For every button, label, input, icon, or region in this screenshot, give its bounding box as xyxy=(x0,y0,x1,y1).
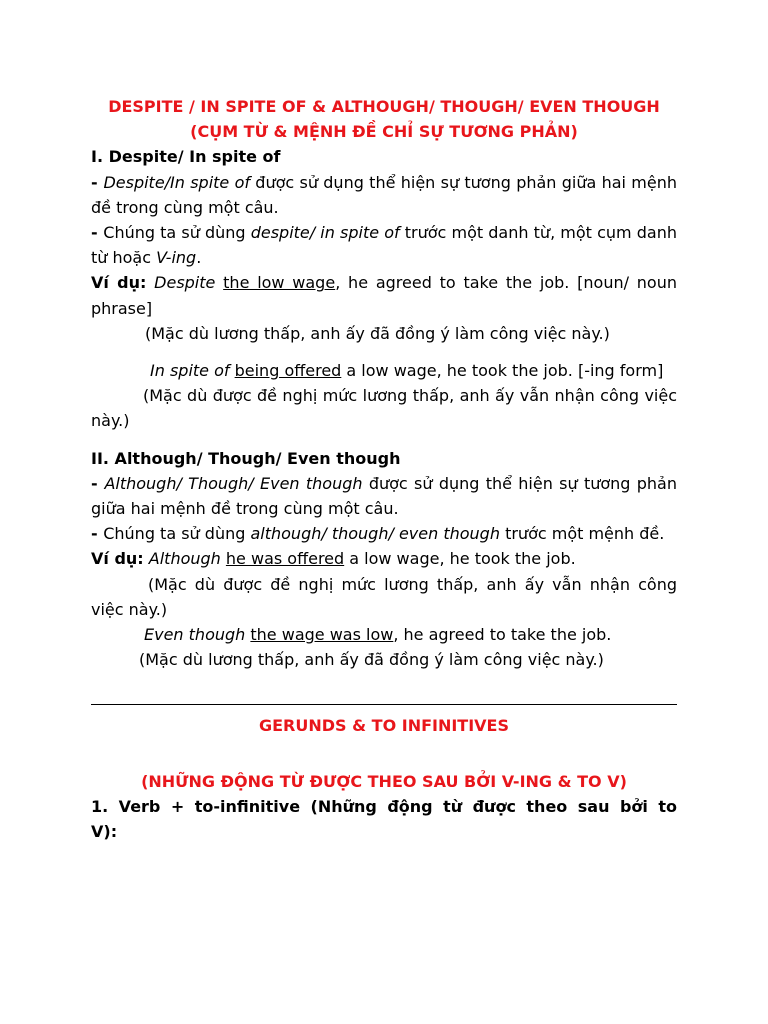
section2-bullet2 xyxy=(91,521,677,546)
section1-translation2: (Mặc dù được đề nghị mức lương thấp, anh ấy vẫn nhận công việc này.) xyxy=(91,386,677,431)
text: , he agreed to take the job. xyxy=(393,625,612,645)
dash: - xyxy=(91,473,105,493)
doc-title-line1: DESPITE / IN SPITE OF & ALTHOUGH/ THOUGH/ EVEN THOUGH xyxy=(108,97,660,116)
text: . xyxy=(196,248,202,268)
text: được sử dụng thể hiện sự tương phản giữa hai mệnh đề trong cùng một câu. xyxy=(91,473,677,519)
section1-bullet1 xyxy=(91,170,677,220)
dash: - xyxy=(91,172,104,192)
section2-example2 xyxy=(91,622,677,647)
text: Chúng ta sử dùng xyxy=(103,524,251,544)
underlined-text: the wage was low xyxy=(250,625,394,645)
text: trước một danh từ, một cụm danh từ hoặc xyxy=(91,223,677,268)
em-text: Although/ Though/ Even though xyxy=(104,473,363,493)
em-text: although/ though/ even though xyxy=(250,524,500,544)
text: a low wage, he took the job. xyxy=(344,549,576,569)
underlined-text: being offered xyxy=(234,361,342,381)
section1-bullet2 xyxy=(91,220,677,270)
section2-translation2: (Mặc dù lương thấp, anh ấy đã đồng ý làm công việc này.) xyxy=(139,650,604,670)
section2-heading: II. Although/ Though/ Even though xyxy=(91,448,401,468)
section1-heading: I. Despite/ In spite of xyxy=(91,147,281,167)
section1-example2 xyxy=(91,358,677,383)
em-text: Despite xyxy=(146,273,216,293)
space xyxy=(215,273,223,292)
text: , he agreed to take the job. [noun/ noun phrase] xyxy=(91,273,677,318)
em-text: In spite of xyxy=(150,361,230,381)
dash: - xyxy=(91,223,104,243)
em-text: despite/ in spite of xyxy=(250,223,400,243)
em-text: Even though xyxy=(144,625,246,645)
divider-line xyxy=(91,704,677,705)
verb-to-infinitive-heading-line1: 1. Verb + to-infinitive (Những động từ được theo sau bởi to xyxy=(91,796,677,816)
underlined-text: the low wage xyxy=(223,273,336,293)
example-label: Ví dụ: xyxy=(91,549,144,569)
section1-translation1: (Mặc dù lương thấp, anh ấy đã đồng ý làm công việc này.) xyxy=(145,323,610,343)
section2-example1 xyxy=(91,546,677,571)
text: được sử dụng thể hiện sự tương phản giữa hai mệnh đề trong cùng một câu. xyxy=(91,172,677,217)
text: a low wage, he took the job. [-ing form] xyxy=(341,361,664,381)
section1-example1 xyxy=(91,270,677,320)
section2-bullet1 xyxy=(91,471,677,521)
em-text: Although xyxy=(143,549,221,569)
em-text: V-ing xyxy=(156,248,197,268)
document-content xyxy=(91,94,677,844)
dash: - xyxy=(91,524,104,544)
text: trước một mệnh đề. xyxy=(499,524,665,544)
doc-title-line2: (CỤM TỪ & MỆNH ĐỀ CHỈ SỰ TƯƠNG PHẢN) xyxy=(190,122,578,142)
example-label: Ví dụ: xyxy=(91,273,147,293)
section2-translation1: (Mặc dù được đề nghị mức lương thấp, anh ấy vẫn nhận công việc này.) xyxy=(91,574,677,619)
gerunds-subtitle: (NHỮNG ĐỘNG TỪ ĐƯỢC THEO SAU BỞI V-ING & TO V) xyxy=(141,771,627,791)
gerunds-title: GERUNDS & TO INFINITIVES xyxy=(258,716,510,736)
em-text: Despite/In spite of xyxy=(103,172,250,192)
underlined-text: he was offered xyxy=(225,549,345,569)
verb-to-infinitive-heading-line2: V): xyxy=(91,822,118,842)
text: Chúng ta sử dùng xyxy=(103,223,251,243)
